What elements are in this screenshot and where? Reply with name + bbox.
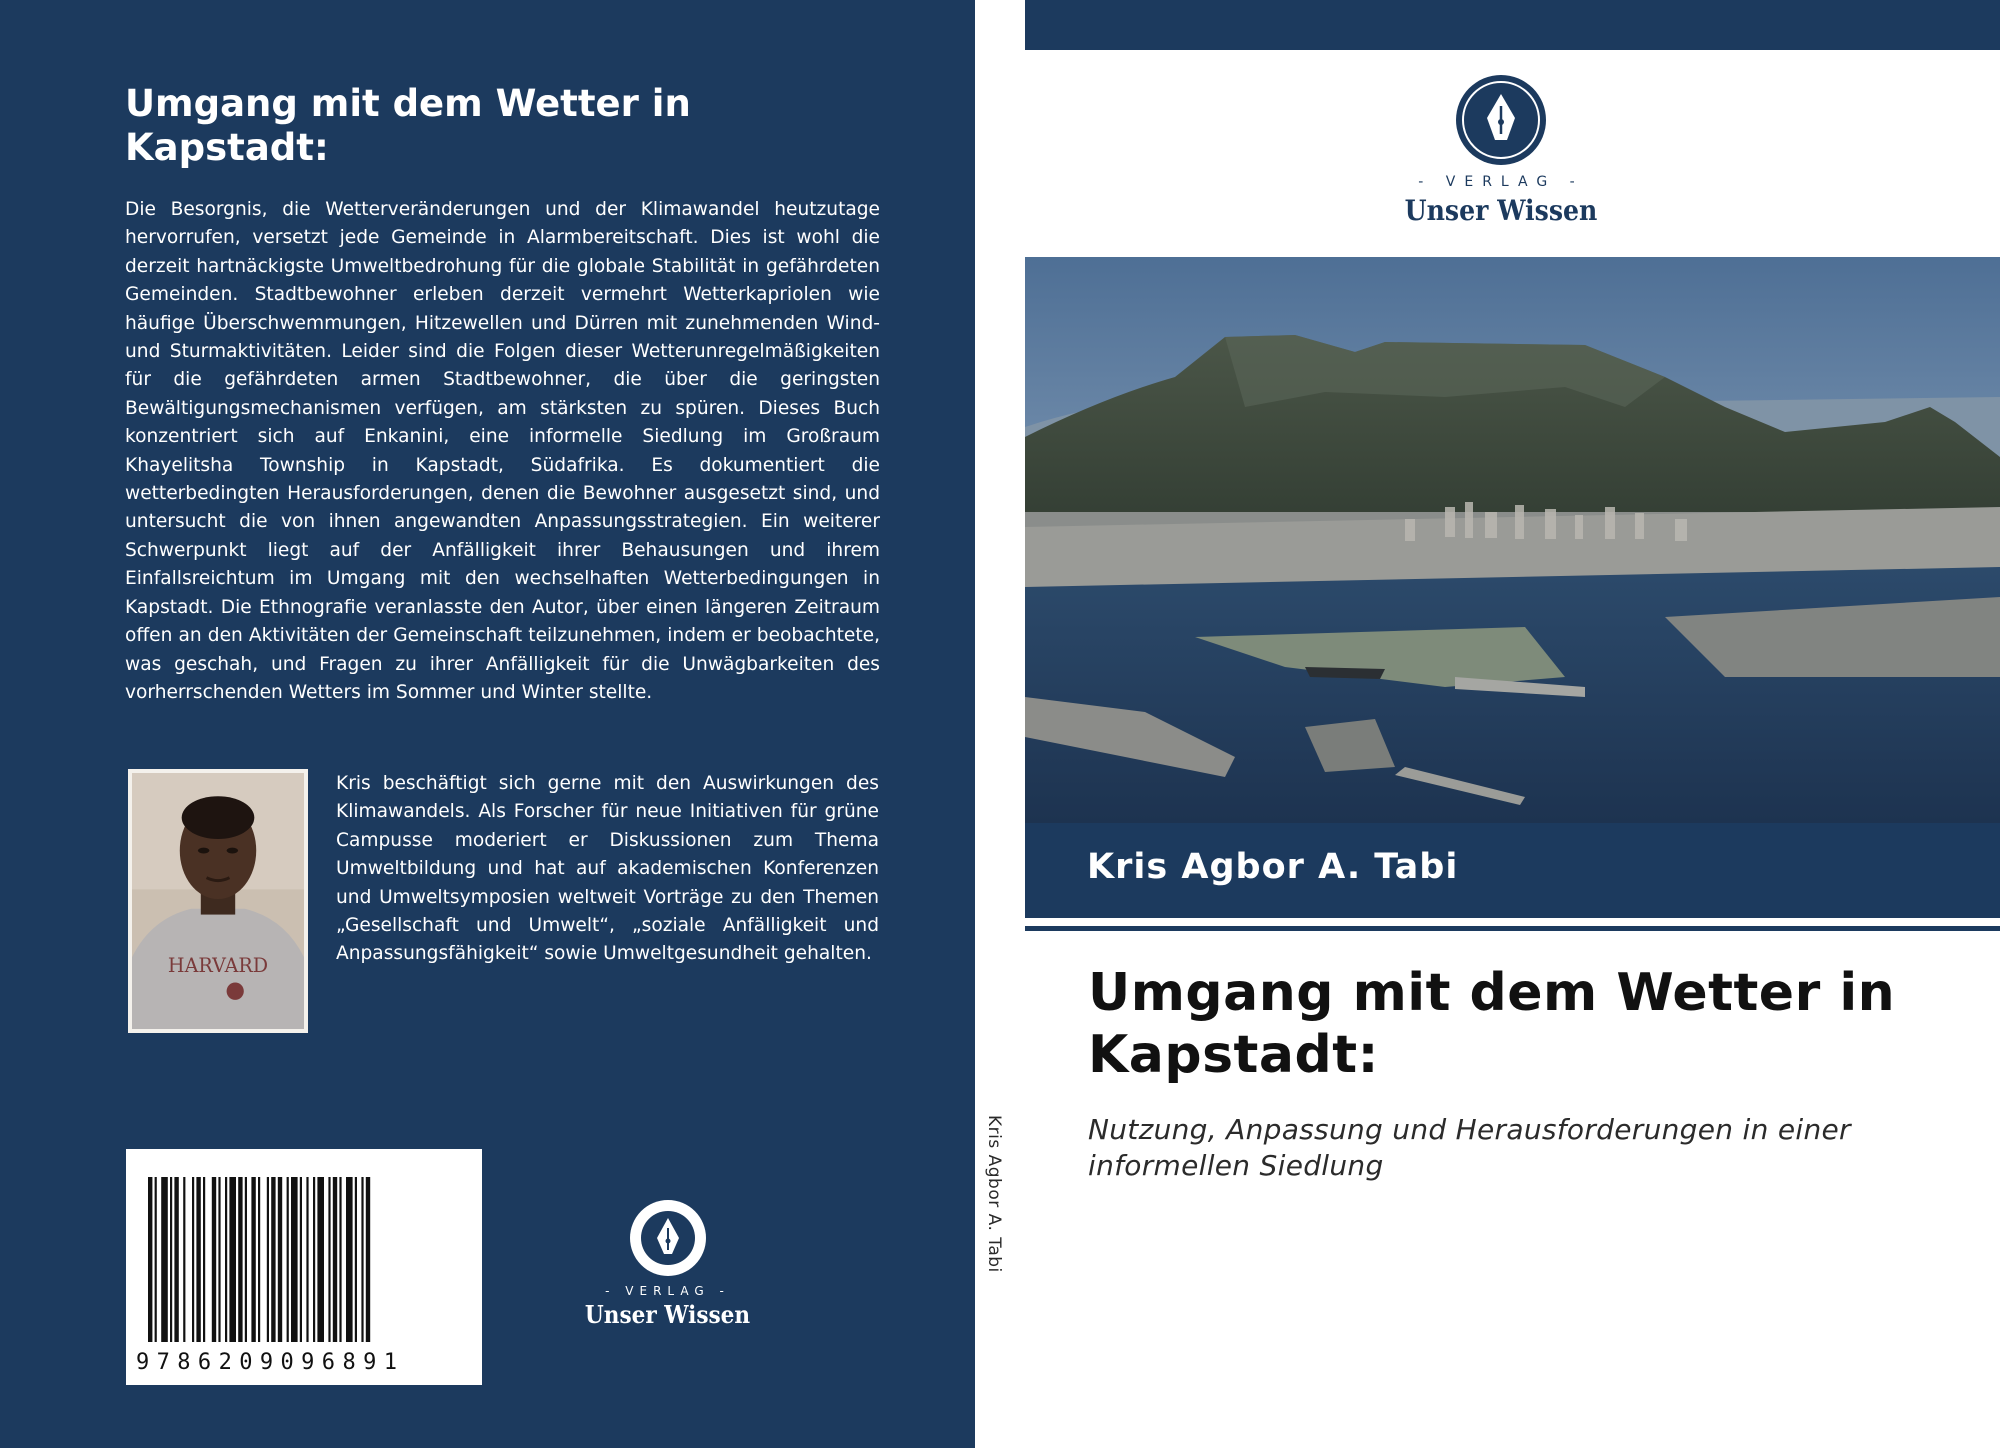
barcode-bar	[251, 1177, 255, 1342]
isbn-digits: 9786209096891	[136, 1350, 405, 1375]
barcode-bar	[328, 1177, 330, 1342]
barcode-bars	[126, 1149, 482, 1349]
barcode-bar	[278, 1177, 282, 1342]
front-publisher-name: Unser Wissen	[1404, 194, 1598, 227]
author-photo	[128, 769, 308, 1033]
barcode-bar	[196, 1177, 200, 1342]
barcode-bar	[361, 1177, 363, 1342]
back-cover-blurb: Die Besorgnis, die Wetterveränderungen und der Klimawandel heutzutage hervorrufen, versetzt jede Gemeinde in Alarmbereitschaft. Dies ist wohl die derzeit hartnäckigste Umweltbedrohung für die globale Stabilität in gefährdeten Gemeinden. Stadtbewohner erleben derzeit vermehrt Wetterkapriolen wie häufige Überschwemmungen, Hitzewellen und Dürren mit zunehmenden Wind- und Sturmaktivitäten. Leider sind die Folgen dieser Wetterunregelmäßigkeiten für die gefährdeten armen Stadtbewohner, die über die geringsten Bewältigungsmechanismen verfügen, am stärksten zu spüren. Dieses Buch konzentriert sich auf Enkanini, eine informelle Siedlung im Großraum Khayelitsha Township in Kapstadt, Südafrika. Es dokumentiert die wetterbedingten Herausforderungen, denen die Bewohner ausgesetzt sind, und untersucht die von ihnen angewandten Anpassungsstrategien. Ein weiterer Schwerpunkt liegt auf der Anfälligkeit ihrer Behausungen und ihrem Einfallsreichtum im Umgang mit den wechselhaften Wetterbedingungen in Kapstadt. Die Ethnografie veranlasste den Autor, über einen längeren Zeitraum offen an den Aktivitäten der Gemeinschaft teilzunehmen, indem er beobachtete, was geschah, und Fragen zu ihrer Anfälligkeit für die Unwägbarkeiten des vorherrschenden Wetters im Sommer und Winter stellte.	[125, 199, 880, 703]
back-cover-title: Umgang mit dem Wetter in Kapstadt:	[125, 82, 691, 169]
barcode-bar	[317, 1177, 324, 1342]
barcode-bar	[346, 1177, 353, 1342]
barcode-bar	[339, 1177, 341, 1342]
front-publisher-verlag: - VERLAG -	[1418, 174, 1584, 190]
barcode-bar	[155, 1177, 157, 1342]
cover-photo-cape-town	[1025, 257, 2000, 823]
fountain-pen-nib-icon	[628, 1198, 708, 1278]
barcode-bar	[306, 1177, 308, 1342]
barcode-bar	[229, 1177, 236, 1342]
barcode-bar	[161, 1177, 168, 1342]
barcode-bar	[333, 1177, 337, 1342]
author-photo-shirt-text: HARVARD	[167, 953, 269, 977]
author-photo-image	[132, 773, 304, 1029]
front-subtitle: Nutzung, Anpassung und Herausforderungen in einer informellen Siedlung	[1088, 1113, 1851, 1182]
barcode-bar	[245, 1177, 247, 1342]
barcode-bar	[267, 1177, 269, 1342]
barcode-bar	[212, 1177, 216, 1342]
barcode-bar	[313, 1177, 315, 1342]
front-author-name: Kris Agbor A. Tabi	[1087, 847, 1459, 887]
barcode-bar	[218, 1177, 220, 1342]
barcode-bar	[258, 1177, 260, 1342]
front-top-bar	[1025, 0, 2000, 50]
front-author-bar	[1025, 823, 2000, 918]
barcode-bar	[183, 1177, 185, 1342]
fountain-pen-nib-icon	[1453, 72, 1549, 168]
barcode-bar	[287, 1177, 289, 1342]
back-cover	[0, 0, 975, 1448]
barcode-bar	[300, 1177, 302, 1342]
isbn-barcode	[126, 1149, 482, 1385]
barcode-bar	[192, 1177, 194, 1342]
back-publisher-verlag: - VERLAG -	[605, 1284, 730, 1298]
front-divider	[1025, 926, 2000, 931]
barcode-bar	[366, 1177, 370, 1342]
cape-town-aerial-image	[1025, 257, 2000, 823]
barcode-bar	[238, 1177, 242, 1342]
barcode-bar	[291, 1177, 298, 1342]
barcode-bar	[203, 1177, 205, 1342]
back-publisher-logo	[570, 1198, 765, 1328]
back-publisher-name: Unser Wissen	[584, 1300, 751, 1329]
barcode-bar	[174, 1177, 178, 1342]
front-title: Umgang mit dem Wetter in Kapstadt:	[1088, 963, 1896, 1085]
barcode-bar	[148, 1177, 152, 1342]
author-bio: Kris beschäftigt sich gerne mit den Auswirkungen des Klimawandels. Als Forscher für neue Initiativen für grüne Campusse moderiert er Diskussionen zum Thema Umweltbildung und hat auf akademischen Konferenzen und Umweltsymposien weltweit Vorträge zu den Themen „Gesellschaft und Umwelt“, „soziale Anfälligkeit und Anpassungsfähigkeit“ sowie Umweltgesundheit gehalten.	[336, 773, 879, 965]
barcode-bar	[170, 1177, 172, 1342]
barcode-bar	[355, 1177, 357, 1342]
front-publisher-logo	[1386, 72, 1616, 227]
barcode-bar	[225, 1177, 227, 1342]
spine-author: Kris Agbor A. Tabi	[984, 1115, 1004, 1273]
barcode-bar	[271, 1177, 275, 1342]
